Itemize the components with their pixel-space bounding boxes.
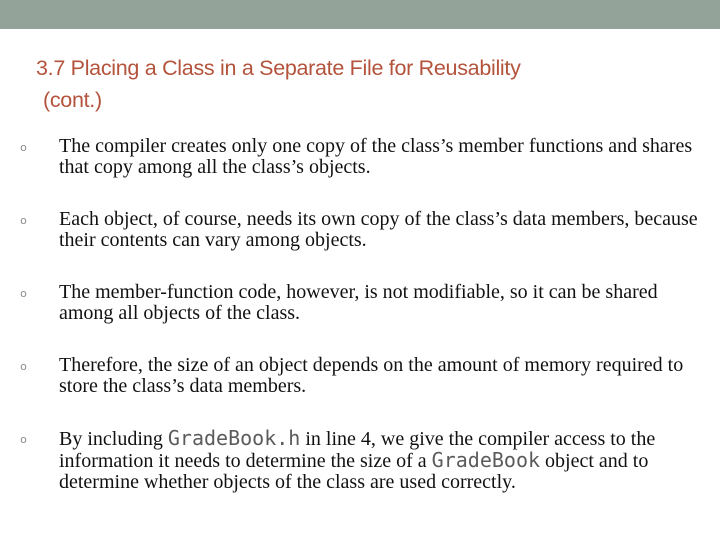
bullet-text-part-2: in line 4, we give the compiler access to the information it needs to determine the size of a	[59, 428, 656, 472]
bullet-text-part-1: By including	[59, 428, 168, 450]
bullet-marker-icon: o	[20, 360, 27, 373]
bullet-item	[18, 282, 698, 324]
bullet-list	[18, 136, 698, 493]
bullet-marker-icon: o	[20, 287, 27, 300]
code-gradebook: GradeBook	[431, 448, 541, 472]
bullet-text: The compiler creates only one copy of the class’s member functions and shares that copy among all the class’s objects.	[59, 135, 693, 178]
title-line-2: (cont.)	[43, 88, 102, 112]
top-band	[0, 0, 720, 29]
code-gradebook-h: GradeBook.h	[167, 426, 301, 450]
bullet-item	[18, 428, 698, 493]
bullet-item	[18, 136, 698, 178]
bullet-item	[18, 355, 698, 397]
bullet-text: Each object, of course, needs its own copy of the class’s data members, because their contents can vary among objects.	[59, 208, 698, 251]
bullet-marker-icon: o	[20, 433, 27, 446]
bullet-item	[18, 209, 698, 251]
bullet-text: The member-function code, however, is not modifiable, so it can be shared among all objects of the class.	[59, 281, 658, 324]
bullet-marker-icon: o	[20, 214, 27, 227]
bullet-text: Therefore, the size of an object depends on the amount of memory required to store the class’s data members.	[59, 354, 684, 397]
slide-title	[36, 52, 686, 116]
bullet-text-part-3: object and to determine whether objects of the class are used correctly.	[59, 450, 649, 493]
bullet-marker-icon: o	[20, 141, 27, 154]
title-line-1: 3.7 Placing a Class in a Separate File for Reusability	[36, 56, 521, 80]
